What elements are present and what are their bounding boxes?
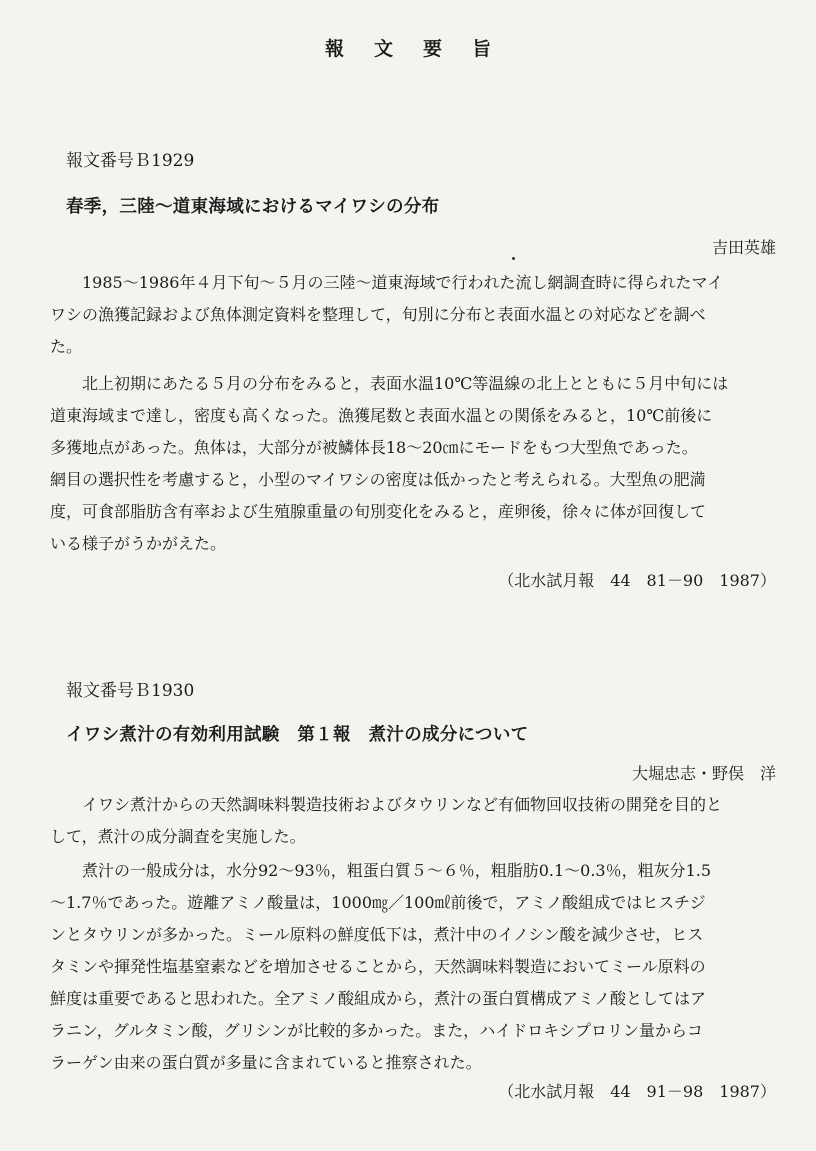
text-line: ンとタウリンが多かった。ミール原料の鮮度低下は，煮汁中のイノシン酸を減少させ，ヒス <box>50 925 704 944</box>
text-line: ラニン，グルタミン酸，グリシンが比較的多かった。また，ハイドロキシプロリン量からコ <box>50 1021 704 1040</box>
abstract-body <box>50 789 776 1079</box>
print-speck <box>512 257 515 260</box>
text-line: 多獲地点があった。魚体は，大部分が被鱗体長18～20㎝にモードをもつ大型魚であった。 <box>50 438 698 457</box>
text-line: 1985～1986年４月下旬～５月の三陸～道東海域で行われた流し網調査時に得られたマイ <box>82 273 724 292</box>
abstract-paragraph <box>50 267 776 363</box>
report-title: 春季，三陸～道東海域におけるマイワシの分布 <box>66 197 440 217</box>
citation: （北水試月報 44 81－90 1987） <box>498 571 776 590</box>
text-line: 鮮度は重要であると思われた。全アミノ酸組成から，煮汁の蛋白質構成アミノ酸としてはア <box>50 989 707 1008</box>
text-line: ラーゲン由来の蛋白質が多量に含まれていると推察された。 <box>50 1053 482 1072</box>
report-author: 吉田英雄 <box>711 238 776 257</box>
text-line: 網目の選択性を考慮すると，小型のマイワシの密度は低かったと考えられる。大型魚の肥満 <box>50 470 706 489</box>
text-line: た。 <box>50 337 83 356</box>
text-line: して，煮汁の成分調査を実施した。 <box>50 827 306 846</box>
abstract-paragraph <box>50 855 776 1079</box>
report-title: イワシ煮汁の有効利用試験 第１報 煮汁の成分について <box>66 725 529 745</box>
abstract-paragraph <box>50 789 776 853</box>
abstract-entry <box>50 680 776 1103</box>
report-number: 報文番号Ｂ1929 <box>66 151 195 171</box>
abstract-body <box>50 267 776 560</box>
text-line: タミンや揮発性塩基窒素などを増加させることから，天然調味料製造においてミール原料の <box>50 957 706 976</box>
text-line: 北上初期にあたる５月の分布をみると，表面水温10℃等温線の北上とともに５月中旬には <box>82 374 729 393</box>
report-number: 報文番号Ｂ1930 <box>66 681 195 701</box>
text-line: ワシの漁獲記録および魚体測定資料を整理して，旬別に分布と表面水温との対応などを調べ <box>50 305 706 324</box>
text-line: 煮汁の一般成分は，水分92～93％，粗蛋白質５～６％，粗脂肪0.1～0.3％，粗灰分1.5 <box>82 861 712 880</box>
text-line: 度，可食部脂肪含有率および生殖腺重量の旬別変化をみると，産卵後，徐々に体が回復して <box>50 502 707 521</box>
report-author: 大堀忠志・野俣 洋 <box>631 764 776 783</box>
abstract-paragraph <box>50 368 776 560</box>
abstract-entry <box>50 150 776 592</box>
text-line: イワシ煮汁からの天然調味料製造技術およびタウリンなど有価物回収技術の開発を目的と <box>82 795 723 814</box>
citation: （北水試月報 44 91－98 1987） <box>498 1082 776 1101</box>
page-title: 報文要旨 <box>324 38 521 60</box>
text-line: いる様子がうかがえた。 <box>50 534 227 553</box>
text-line: ～1.7％であった。遊離アミノ酸量は，1000㎎／100㎖前後で，アミノ酸組成ではヒスチジ <box>50 893 706 912</box>
text-line: 道東海域まで達し，密度も高くなった。漁獲尾数と表面水温との関係をみると，10℃前後に <box>50 406 713 425</box>
